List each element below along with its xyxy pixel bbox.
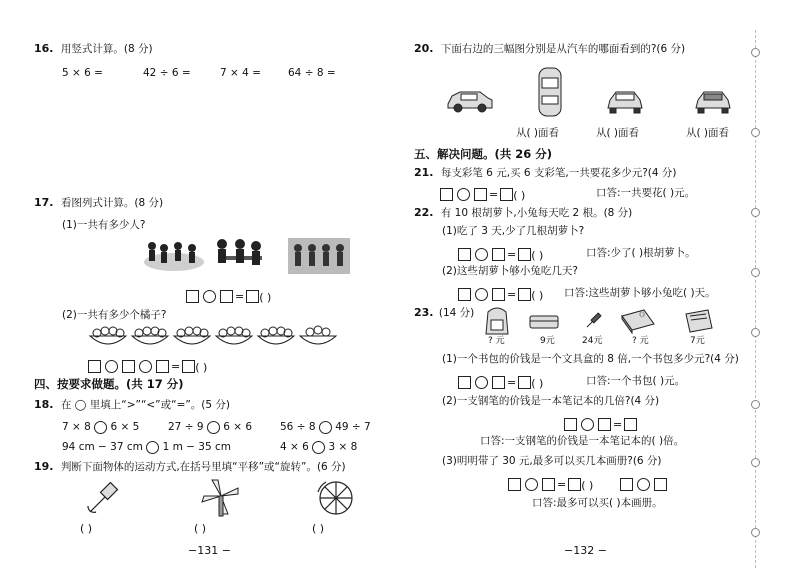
compare-left: 4 × 6 xyxy=(280,441,309,453)
compare-left: 7 × 8 xyxy=(62,421,91,433)
q22-verbal-answer-2: 口答:这些胡萝卜够小兔吃( )天。 xyxy=(564,287,716,299)
view-answer-1[interactable]: 从( )面看 xyxy=(516,127,560,139)
answer-box[interactable] xyxy=(458,376,471,389)
price-schoolbag: ? 元 xyxy=(488,336,505,346)
page-132 xyxy=(400,0,800,578)
question-text: 用竖式计算。(8 分) xyxy=(60,43,153,55)
compare-item-3 xyxy=(280,420,371,434)
compare-right: 1 m − 35 cm xyxy=(162,441,231,453)
compare-circle[interactable] xyxy=(207,421,220,434)
question-text: 在 ◯ 里填上“>”“<”或“=”。(5 分) xyxy=(60,399,231,411)
operator-circle[interactable] xyxy=(475,376,488,389)
unit-paren: ( ) xyxy=(259,291,272,304)
question-text: 看图列式计算。(8 分) xyxy=(60,197,164,209)
binding-line xyxy=(755,30,756,568)
unit-paren: ( ) xyxy=(531,249,544,262)
q17-answer-row-2: = ( ) xyxy=(88,356,207,375)
notebook-image xyxy=(682,308,714,334)
compare-item-4 xyxy=(62,440,231,454)
question-20 xyxy=(414,42,685,56)
answer-box[interactable] xyxy=(508,478,521,491)
q23-verbal-answer-2: 口答:一支钢笔的价钱是一本笔记本的( )倍。 xyxy=(480,435,685,447)
question-19 xyxy=(34,460,346,474)
q23-verbal-answer-3: 口答:最多可以买( )本画册。 xyxy=(532,497,663,509)
question-text: 判断下面物体的运动方式,在括号里填“平移”或“旋转”。(6 分) xyxy=(60,461,346,473)
q21-answer-row: = ( ) xyxy=(440,184,525,203)
compare-left: 56 ÷ 8 xyxy=(280,421,316,433)
q22-verbal-answer-1: 口答:少了( )根胡萝卜。 xyxy=(586,247,696,259)
price-picture-book: ? 元 xyxy=(632,336,649,346)
question-text: 有 10 根胡萝卜,小兔每天吃 2 根。(8 分) xyxy=(440,207,633,219)
question-number: 16. xyxy=(34,42,54,55)
answer-box[interactable] xyxy=(474,188,487,201)
q22-sub2: (2)这些胡萝卜够小兔吃几天? xyxy=(442,265,578,277)
compare-item-5 xyxy=(280,440,357,454)
unit-paren: ( ) xyxy=(531,377,544,390)
binding-hole xyxy=(751,48,760,57)
unit-paren: ( ) xyxy=(513,189,526,202)
question-number: 18. xyxy=(34,398,54,411)
operator-circle[interactable] xyxy=(475,248,488,261)
answer-box[interactable] xyxy=(624,418,637,431)
question-number: 19. xyxy=(34,460,54,473)
operator-circle[interactable] xyxy=(105,360,118,373)
section-5-heading: 五、解决问题。(共 26 分) xyxy=(414,147,553,161)
q22-answer-row-2: = ( ) xyxy=(458,284,543,303)
q22-answer-row-1: = ( ) xyxy=(458,244,543,263)
expr-4: 64 ÷ 8 = xyxy=(288,67,336,79)
car-top-view-image xyxy=(536,66,564,118)
operator-circle[interactable] xyxy=(525,478,538,491)
answer-box[interactable] xyxy=(220,290,233,303)
answer-box[interactable] xyxy=(122,360,135,373)
compare-right: 6 × 6 xyxy=(223,421,253,433)
question-number: 17. xyxy=(34,196,54,209)
compare-circle[interactable] xyxy=(319,421,332,434)
answer-box[interactable] xyxy=(518,376,531,389)
schoolbag-image xyxy=(482,304,512,336)
question-number: 20. xyxy=(414,42,434,55)
view-answer-3[interactable]: 从( )面看 xyxy=(686,127,730,139)
question-number: 21. xyxy=(414,166,434,179)
compare-item-2 xyxy=(168,420,252,434)
answer-box[interactable] xyxy=(492,288,505,301)
expr-1: 5 × 6 = xyxy=(62,67,103,79)
page-number: −131 − xyxy=(188,544,231,557)
answer-box[interactable] xyxy=(182,360,195,373)
compare-left: 94 cm − 37 cm xyxy=(62,441,143,453)
question-text: 每支彩笔 6 元,买 6 支彩笔,一共要花多少元?(4 分) xyxy=(440,167,677,179)
view-answer-2[interactable]: 从( )面看 xyxy=(596,127,640,139)
operator-circle[interactable] xyxy=(637,478,650,491)
car-side-view-image xyxy=(446,86,494,114)
operator-circle[interactable] xyxy=(203,290,216,303)
binding-hole xyxy=(751,458,760,467)
children-group-2-illustration xyxy=(208,236,270,274)
page-number: −132 − xyxy=(564,544,607,557)
question-text: 下面右边的三幅图分别是从汽车的哪面看到的?(6 分) xyxy=(440,43,686,55)
expr-3: 7 × 4 = xyxy=(220,67,261,79)
binding-hole xyxy=(751,328,760,337)
pencil-case-image xyxy=(528,312,560,332)
q21-verbal-answer: 口答:一共要花( )元。 xyxy=(596,187,696,199)
operator-circle[interactable] xyxy=(139,360,152,373)
question-number: 22. xyxy=(414,206,434,219)
q23-sub1: (1)一个书包的价钱是一个文具盒的 8 倍,一个书包多少元?(4 分) xyxy=(442,353,739,365)
car-back-view-image xyxy=(694,88,732,114)
binding-hole xyxy=(751,268,760,277)
answer-box[interactable] xyxy=(518,288,531,301)
q17-sub2: (2)一共有多少个橘子? xyxy=(62,309,167,321)
answer-box[interactable] xyxy=(568,478,581,491)
expr-2: 42 ÷ 6 = xyxy=(143,67,191,79)
orange-bowls-illustration xyxy=(88,324,348,350)
answer-box[interactable] xyxy=(492,248,505,261)
binding-hole xyxy=(751,528,760,537)
answer-box[interactable] xyxy=(620,478,633,491)
binding-hole xyxy=(751,400,760,409)
q23-verbal-answer-1: 口答:一个书包( )元。 xyxy=(586,375,686,387)
binding-hole xyxy=(751,208,760,217)
question-23 xyxy=(414,306,474,320)
binding-hole xyxy=(751,128,760,137)
answer-box[interactable] xyxy=(492,376,505,389)
wheel-rotating-icon xyxy=(316,478,356,518)
question-16 xyxy=(34,42,153,56)
answer-box[interactable] xyxy=(654,478,667,491)
q17-sub1: (1)一共有多少人? xyxy=(62,219,146,231)
operator-circle[interactable] xyxy=(581,418,594,431)
answer-box[interactable] xyxy=(500,188,513,201)
price-pen: 24元 xyxy=(582,336,603,346)
q23-sub2: (2)一支钢笔的价钱是一本笔记本的几倍?(4 分) xyxy=(442,395,660,407)
compare-right: 6 × 5 xyxy=(110,421,140,433)
motion-answer-3[interactable]: ( ) xyxy=(312,522,325,535)
screwdriver-rotating-icon xyxy=(84,482,124,516)
question-text: (14 分) xyxy=(438,307,475,319)
answer-box[interactable] xyxy=(186,290,199,303)
answer-box[interactable] xyxy=(156,360,169,373)
compare-right: 3 × 8 xyxy=(328,441,358,453)
q22-sub1: (1)吃了 3 天,少了几根胡萝卜? xyxy=(442,225,585,237)
answer-box[interactable] xyxy=(458,288,471,301)
unit-paren: ( ) xyxy=(581,479,594,492)
compare-circle[interactable] xyxy=(312,441,325,454)
motion-answer-1[interactable]: ( ) xyxy=(80,522,93,535)
question-21 xyxy=(414,166,677,180)
children-group-3-illustration xyxy=(288,238,350,274)
q23-sub3: (3)明明带了 30 元,最多可以买几本画册?(6 分) xyxy=(442,455,662,467)
motion-answer-2[interactable]: ( ) xyxy=(194,522,207,535)
answer-box[interactable] xyxy=(564,418,577,431)
car-front-view-image xyxy=(606,88,644,114)
section-4-heading: 四、按要求做题。(共 17 分) xyxy=(34,377,184,391)
fountain-pen-image xyxy=(584,310,604,330)
answer-box[interactable] xyxy=(598,418,611,431)
answer-box[interactable] xyxy=(88,360,101,373)
question-number: 23. xyxy=(414,306,434,319)
children-group-1-illustration xyxy=(142,238,206,274)
price-notebook: 7元 xyxy=(690,336,705,346)
q17-answer-row-1: = ( ) xyxy=(186,286,271,305)
answer-box[interactable] xyxy=(518,248,531,261)
q23-answer-row-3: = ( ) xyxy=(508,474,667,493)
compare-item-1 xyxy=(62,420,139,434)
book-label: 《》 xyxy=(636,312,649,319)
operator-circle[interactable] xyxy=(457,188,470,201)
answer-box[interactable] xyxy=(542,478,555,491)
question-22 xyxy=(414,206,632,220)
unit-paren: ( ) xyxy=(531,289,544,302)
windmill-rotating-icon xyxy=(198,478,244,518)
compare-left: 27 ÷ 9 xyxy=(168,421,204,433)
answer-box[interactable] xyxy=(440,188,453,201)
compare-circle[interactable] xyxy=(94,421,107,434)
price-pencil-case: 9元 xyxy=(540,336,555,346)
compare-right: 49 ÷ 7 xyxy=(335,421,371,433)
question-18 xyxy=(34,398,230,412)
question-17 xyxy=(34,196,163,210)
q23-answer-row-2: = xyxy=(564,414,637,433)
unit-paren: ( ) xyxy=(195,361,208,374)
answer-box[interactable] xyxy=(246,290,259,303)
operator-circle[interactable] xyxy=(475,288,488,301)
answer-box[interactable] xyxy=(458,248,471,261)
compare-circle[interactable] xyxy=(146,441,159,454)
q23-answer-row-1: = ( ) xyxy=(458,372,543,391)
